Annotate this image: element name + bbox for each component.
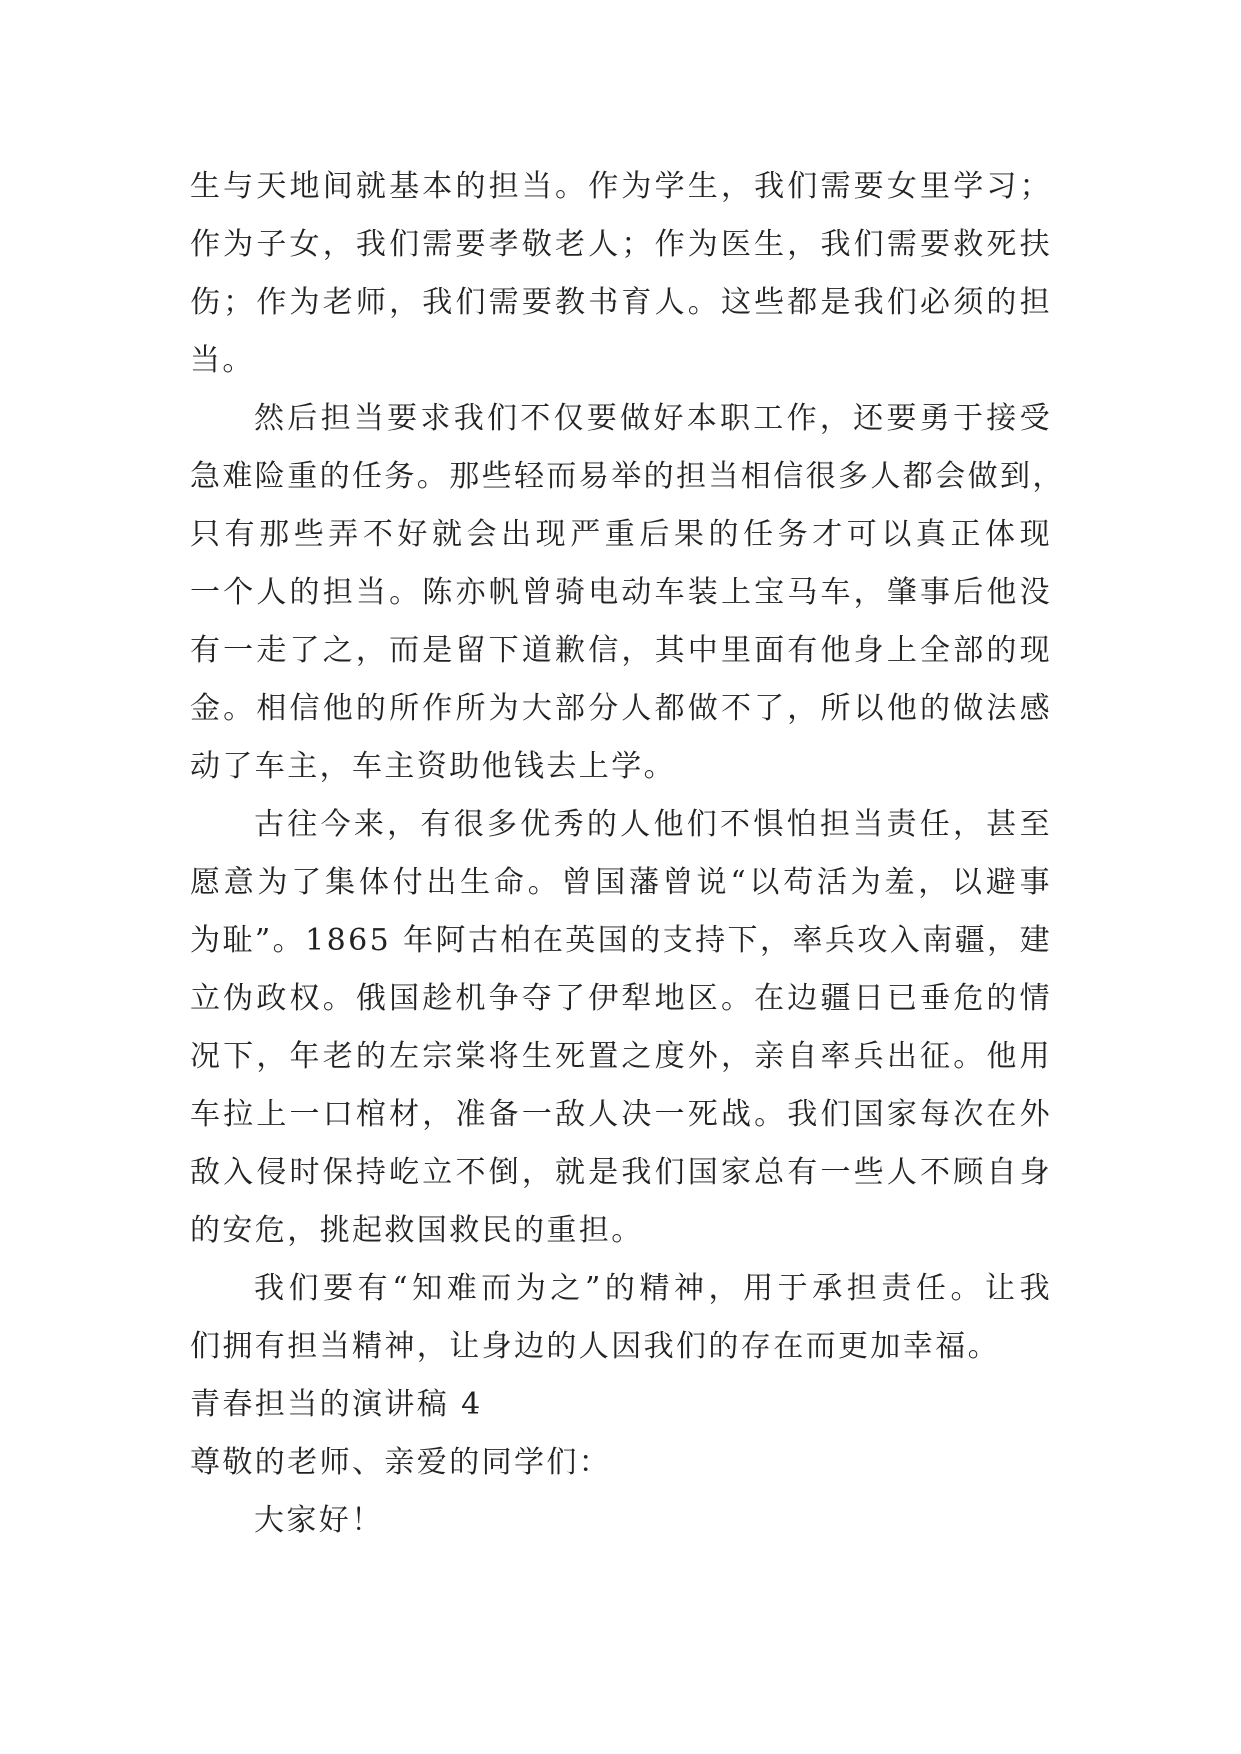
text-line: 为耻”。1865 年阿古柏在英国的支持下，率兵攻入南疆，建: [190, 923, 1052, 958]
text-line: 急难险重的任务。那些轻而易举的担当相信很多人都会做到，: [190, 459, 1065, 494]
text-line: 敌入侵时保持屹立不倒，就是我们国家总有一些人不顾自身: [190, 1155, 1052, 1190]
section-heading: 青春担当的演讲稿 4: [190, 1387, 483, 1422]
text-line: 当。: [190, 343, 255, 378]
text-line: 动了车主，车主资助他钱去上学。: [190, 749, 676, 784]
text-line: 立伪政权。俄国趁机争夺了伊犁地区。在边疆日已垂危的情: [190, 981, 1052, 1016]
text-line: 况下，年老的左宗棠将生死置之度外，亲自率兵出征。他用: [190, 1039, 1052, 1074]
text-line: 愿意为了集体付出生命。曾国藩曾说“以苟活为羞，以避事: [190, 865, 1052, 900]
salutation: 尊敬的老师、亲爱的同学们：: [190, 1445, 612, 1480]
text-line: 然后担当要求我们不仅要做好本职工作，还要勇于接受: [254, 401, 1052, 436]
text-line: 有一走了之，而是留下道歉信，其中里面有他身上全部的现: [190, 633, 1052, 668]
text-line: 只有那些弄不好就会出现严重后果的任务才可以真正体现: [190, 517, 1052, 552]
paragraph-2: [190, 390, 1065, 796]
text-line: 金。相信他的所作所为大部分人都做不了，所以他的做法感: [190, 691, 1052, 726]
text-line: 作为子女，我们需要孝敬老人；作为医生，我们需要救死扶: [190, 227, 1052, 262]
paragraph-3: [190, 796, 1052, 1260]
text-line: 我们要有“知难而为之”的精神，用于承担责任。让我: [254, 1271, 1052, 1306]
text-line: 车拉上一口棺材，准备一敌人决一死战。我们国家每次在外: [190, 1097, 1052, 1132]
paragraph-4: [190, 1260, 1052, 1376]
paragraph-1: [190, 158, 1052, 390]
text-line: 一个人的担当。陈亦帆曾骑电动车装上宝马车，肇事后他没: [190, 575, 1052, 610]
text-line: 们拥有担当精神，让身边的人因我们的存在而更加幸福。: [190, 1329, 1000, 1364]
text-line: 古往今来，有很多优秀的人他们不惧怕担当责任，甚至: [254, 807, 1052, 842]
text-line: 伤；作为老师，我们需要教书育人。这些都是我们必须的担: [190, 285, 1052, 320]
document-body: [190, 158, 1065, 1550]
greeting: 大家好！: [254, 1503, 384, 1538]
text-line: 生与天地间就基本的担当。作为学生，我们需要女里学习；: [190, 169, 1052, 204]
text-line: 的安危，挑起救国救民的重担。: [190, 1213, 644, 1248]
